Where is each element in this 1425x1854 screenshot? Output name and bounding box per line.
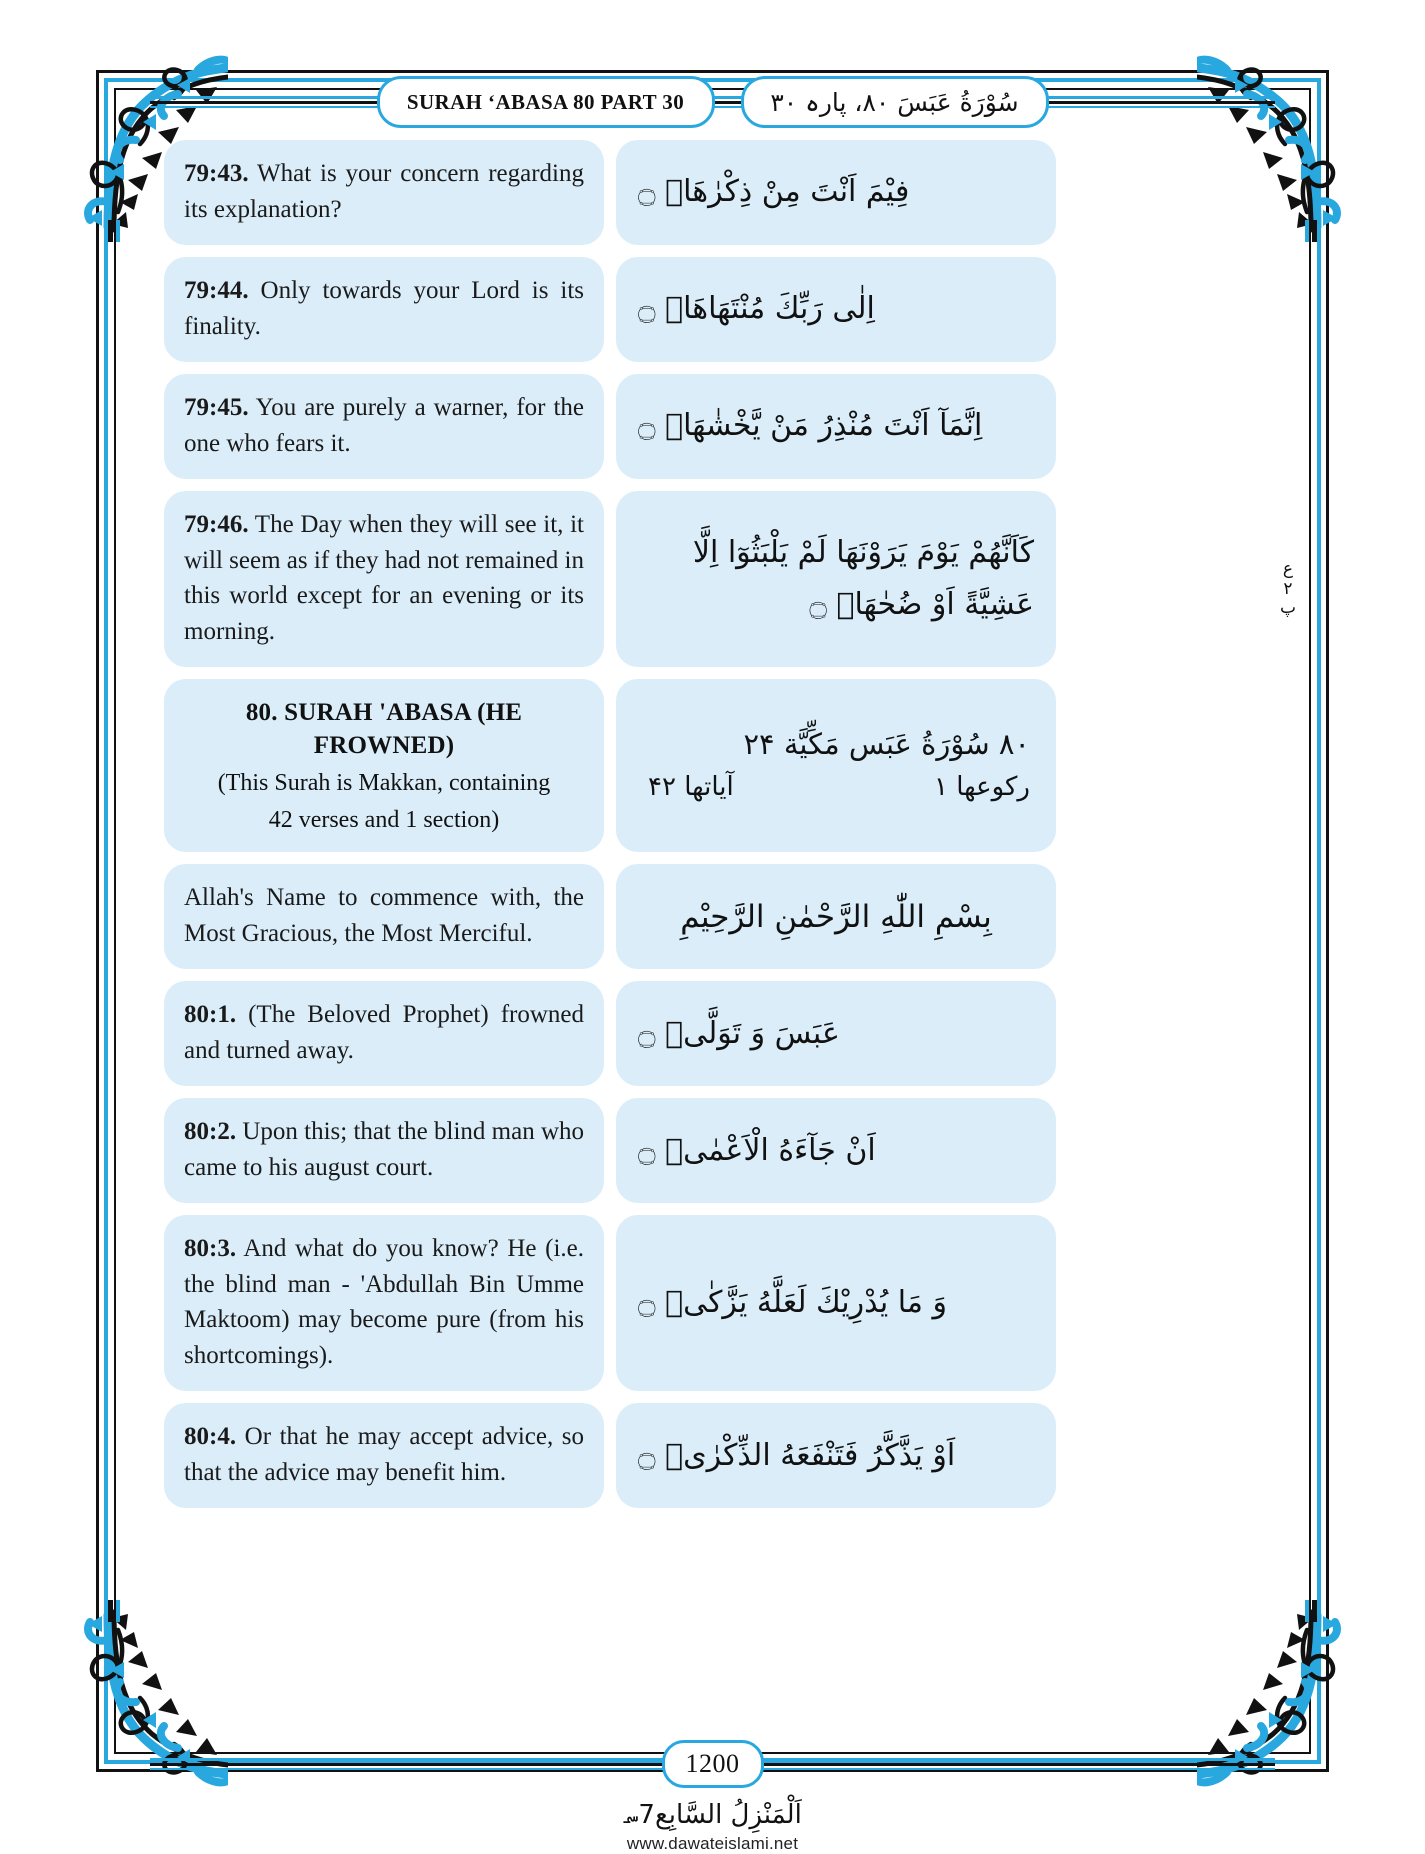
verse-arabic-text: اَوْ يَذَّكَّرُ فَتَنْفَعَهُ الذِّكْرٰىۖ ۝ — [638, 1437, 956, 1473]
verse-english-text: You are purely a warner, for the one who fears it. — [184, 394, 585, 457]
verse-reference: 80:3. — [184, 1235, 237, 1263]
verse-english-text: (The Beloved Prophet) frowned and turned away. — [184, 1001, 585, 1064]
header-english-title: SURAH ‘ABASA 80 PART 30 — [406, 89, 685, 114]
verse-reference: 79:44. — [184, 277, 249, 304]
header-arabic-title-pill — [741, 76, 1049, 128]
verse-english-block — [164, 1403, 604, 1508]
verse-arabic-block — [616, 257, 1056, 362]
surah-heading-row — [164, 679, 1056, 852]
verse-arabic-text: اِلٰى رَبِّكَ مُنْتَهَاهَاۖ ۝ — [638, 291, 875, 327]
verse-arabic-block — [616, 1403, 1056, 1508]
verse-arabic-block — [616, 491, 1056, 667]
bismillah-english-text: Allah's Name to commence with, the Most Gracious, the Most Merciful. — [184, 884, 584, 947]
bismillah-arabic-block — [616, 864, 1056, 969]
page-footer — [150, 1734, 1275, 1794]
website-url: www.dawateislami.net — [626, 1834, 799, 1853]
verse-english-text: Or that he may accept advice, so that the advice may benefit him. — [184, 1423, 584, 1486]
verse-reference: 80:1. — [184, 1001, 237, 1029]
verse-english-text: Only towards your Lord is its finality. — [184, 277, 585, 340]
bismillah-english-block — [164, 864, 604, 969]
verse-list — [164, 140, 1056, 1520]
surah-arabic-rukus: رکوعها ۱ — [933, 771, 1030, 802]
manzil-indicator: اَلْمَنْزِلُ السَّابِع؄7 — [623, 1800, 802, 1830]
verse-english-block — [164, 981, 604, 1086]
verse-english-block — [164, 1215, 604, 1391]
verse-arabic-text: كَاَنَّهُمْ يَوْمَ يَرَوْنَهَا لَمْ يَلْبَثُوٓا اِلَّا عَشِيَّةً اَوْ ضُحٰهَاۖ ۝ — [692, 534, 1034, 622]
verse-arabic-block — [616, 1098, 1056, 1203]
verse-row — [164, 981, 1056, 1086]
verse-arabic-text: اَنْ جَآءَهُ الْاَعْمٰىۖ ۝ — [638, 1132, 876, 1168]
ruku-marker-line3: پ — [1279, 598, 1296, 619]
bismillah-arabic-text: بِسْمِ اللّٰهِ الرَّحْمٰنِ الرَّحِيْمِ — [680, 898, 992, 935]
verse-row — [164, 1403, 1056, 1508]
page-number: 1200 — [685, 1749, 740, 1778]
verse-english-block — [164, 1098, 604, 1203]
verse-arabic-text: وَ مَا يُدْرِيْكَ لَعَلَّهُ يَزَّكٰىۙ ۝ — [638, 1285, 947, 1321]
verse-arabic-block — [616, 1215, 1056, 1391]
surah-subtitle-line2: 42 verses and 1 section) — [268, 807, 500, 834]
verse-row — [164, 374, 1056, 479]
verse-arabic-block — [616, 374, 1056, 479]
verse-reference: 79:45. — [184, 394, 249, 421]
verse-row — [164, 491, 1056, 667]
verse-row — [164, 1098, 1056, 1203]
verse-reference: 79:46. — [184, 511, 249, 538]
verse-english-block — [164, 140, 604, 245]
ruku-marker-line1: ع — [1282, 559, 1294, 579]
surah-title-line1: 80. SURAH 'ABASA (HE — [245, 699, 523, 726]
surah-arabic-ayat: آیاتها ۴۲ — [648, 771, 734, 802]
surah-heading-english-block — [164, 679, 604, 852]
verse-row — [164, 1215, 1056, 1391]
verse-english-text: Upon this; that the blind man who came to his august court. — [184, 1118, 585, 1181]
ruku-marker-line2: ۲ — [1283, 578, 1293, 599]
surah-subtitle-line1: (This Surah is Makkan, containing — [217, 770, 551, 796]
verse-row — [164, 257, 1056, 362]
verse-english-block — [164, 257, 604, 362]
surah-arabic-line1: ۸۰ سُوْرَةُ عَبَس مَكِّيَّة ۲۴ — [743, 727, 1030, 762]
verse-english-text: And what do you know? He (i.e. the blind man - 'Abdullah Bin Umme Maktoom) may become pure (from his shortcomings). — [184, 1235, 584, 1369]
ruku-margin-marker — [1269, 560, 1307, 619]
header-arabic-title: سُوْرَةُ عَبَسَ ۸۰، پارہ ۳۰ — [770, 87, 1019, 117]
verse-reference: 80:2. — [184, 1118, 237, 1146]
bismillah-row — [164, 864, 1056, 969]
verse-english-text: The Day when they will see it, it will seem as if they had not remained in this world except for an evening or its morning. — [184, 511, 584, 645]
surah-arabic-line2 — [642, 767, 1030, 809]
verse-arabic-text: عَبَسَ وَ تَوَلَّىۙ ۝ — [638, 1015, 840, 1051]
verse-arabic-text: فِيْمَ اَنْتَ مِنْ ذِكْرٰهَاۖ ۝ — [638, 174, 910, 210]
surah-title-line2: FROWNED) — [313, 731, 455, 759]
verse-arabic-text: اِنَّمَآ اَنْتَ مُنْذِرُ مَنْ يَّخْشٰهَاۖ ۝ — [638, 408, 983, 444]
verse-arabic-block — [616, 140, 1056, 245]
verse-reference: 79:43. — [184, 160, 249, 187]
verse-arabic-block — [616, 981, 1056, 1086]
header-english-title-pill — [377, 76, 715, 128]
surah-heading-arabic-block — [616, 679, 1056, 852]
verse-english-block — [164, 491, 604, 667]
page-number-pill — [662, 1740, 764, 1788]
verse-reference: 80:4. — [184, 1423, 237, 1451]
verse-english-block — [164, 374, 604, 479]
verse-row — [164, 140, 1056, 245]
verse-english-text: What is your concern regarding its explanation? — [184, 160, 584, 223]
page-header — [150, 70, 1275, 134]
